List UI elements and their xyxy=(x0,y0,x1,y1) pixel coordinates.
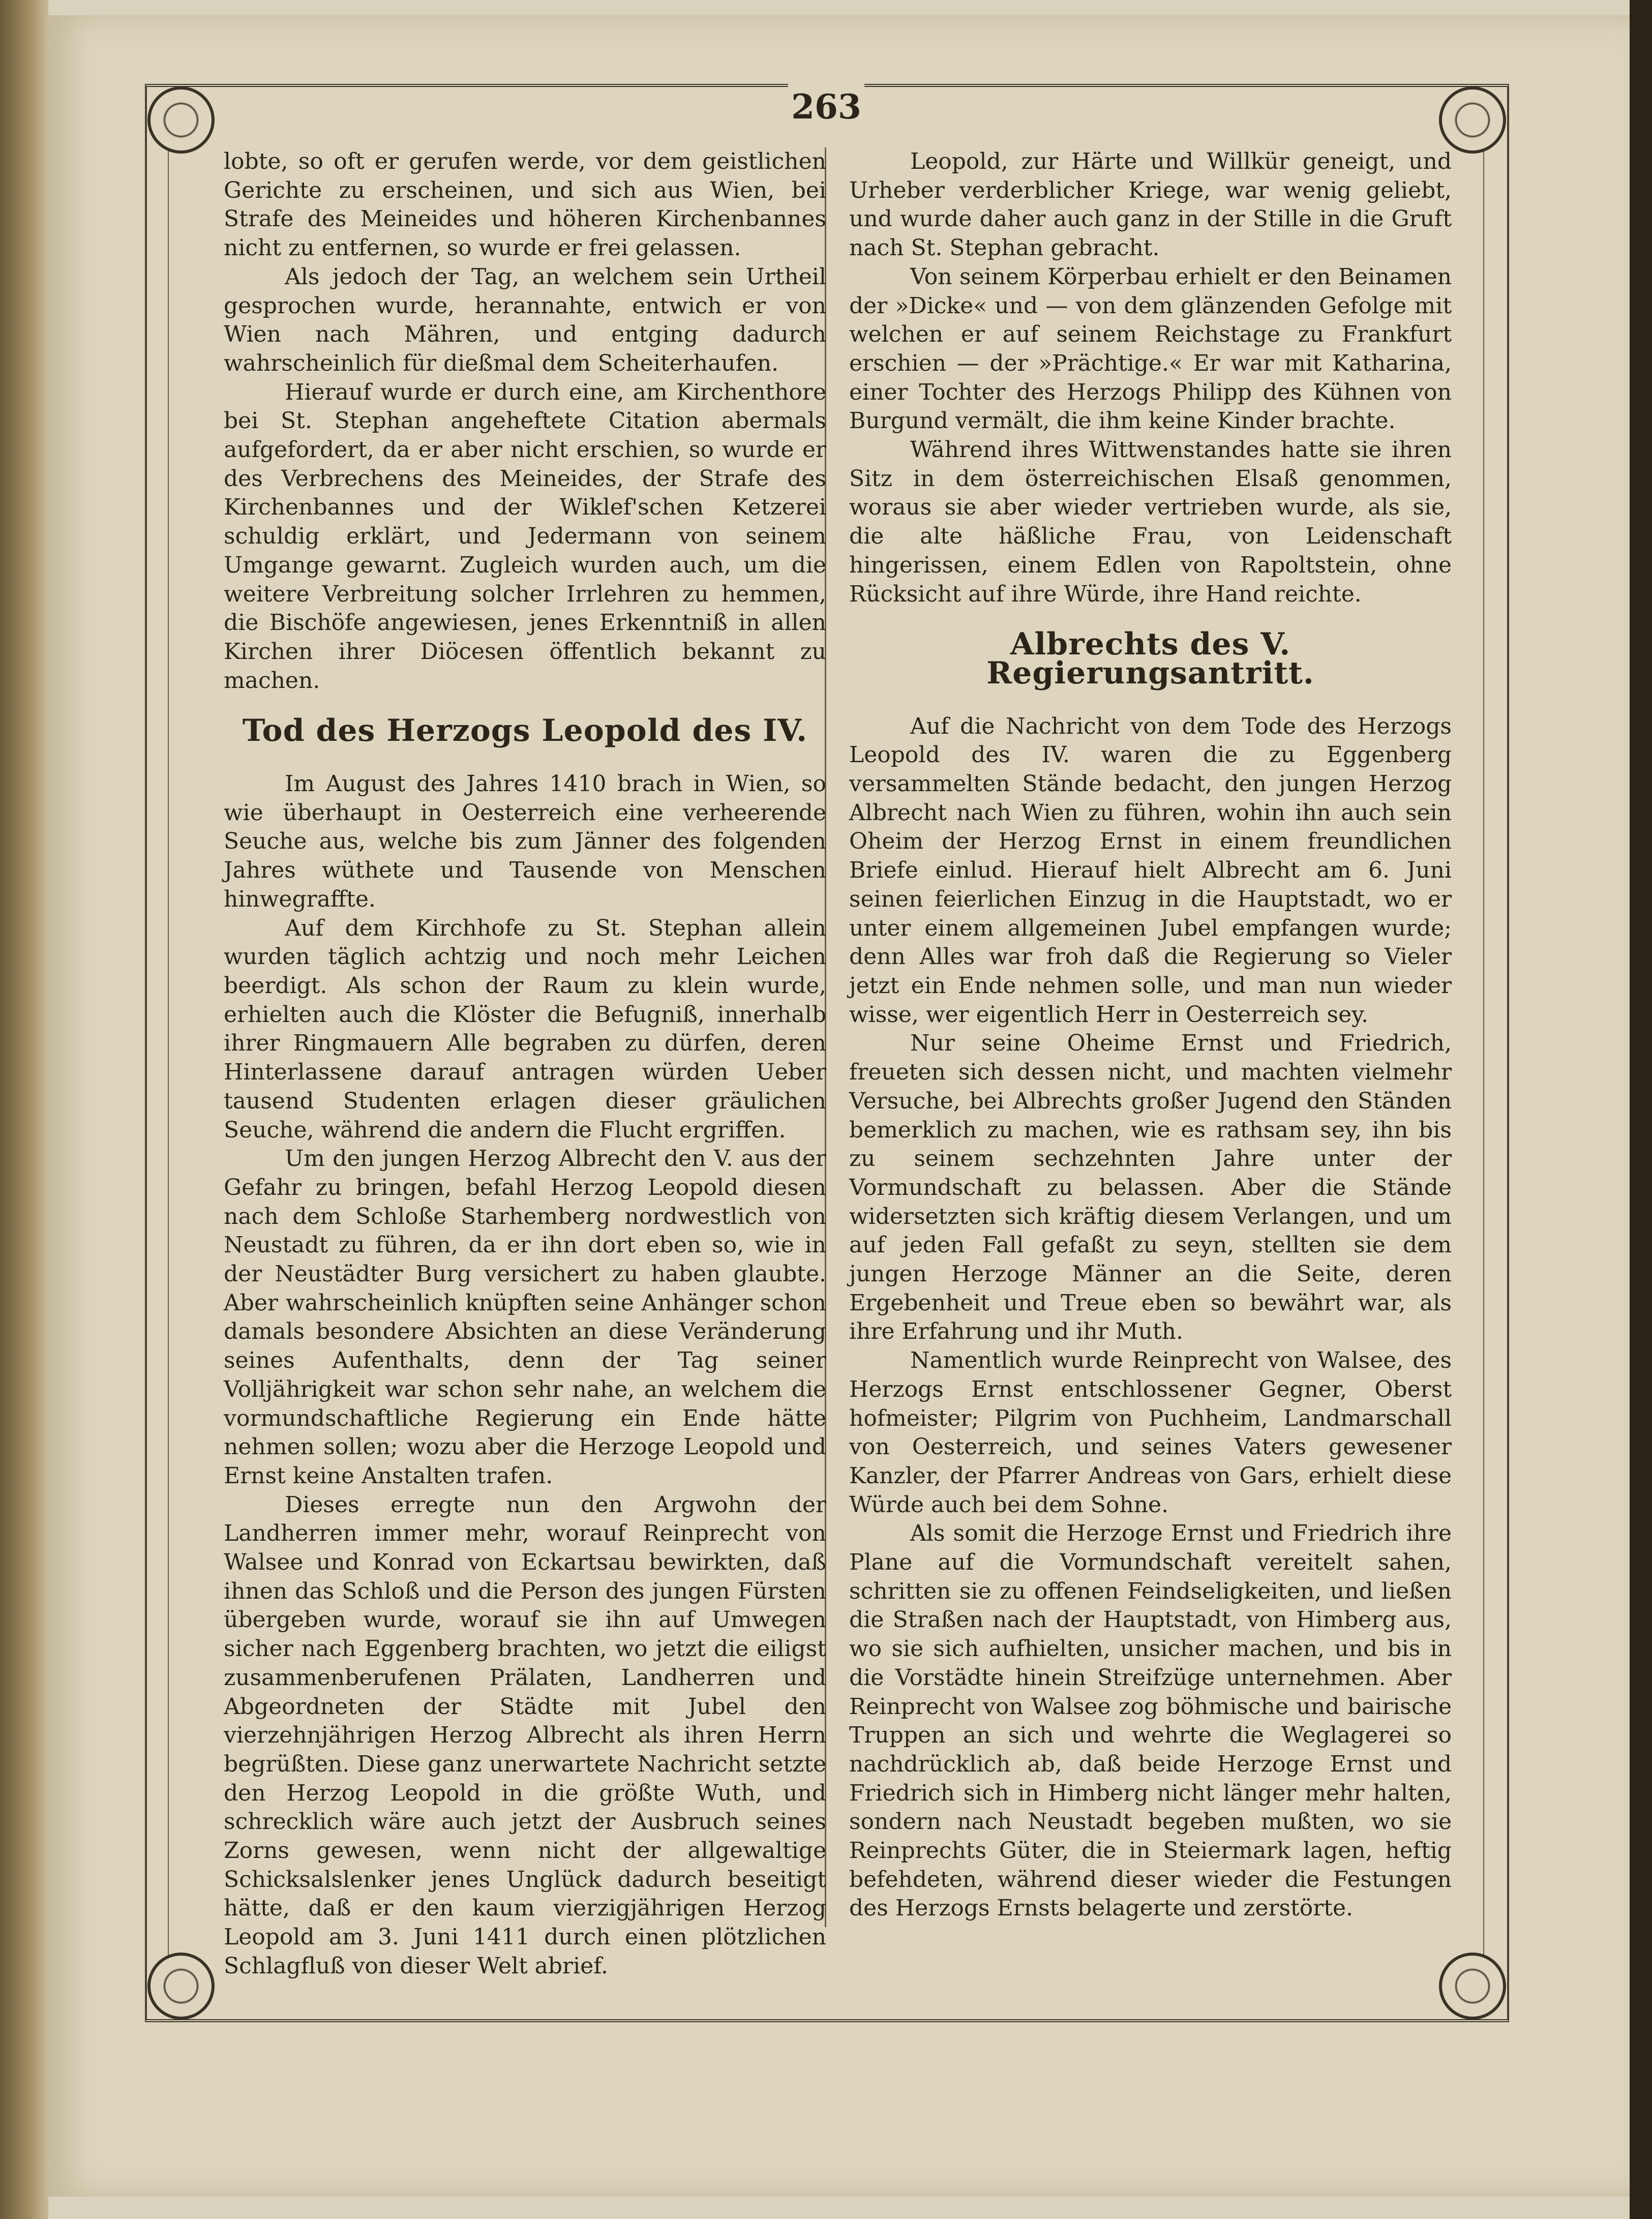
paragraph: Als somit die Herzoge Ernst und Friedrich ihre Plane auf die Vormundschaft vereitelt sahen, schritten sie zu offenen Feindseligkeiten, und ließen die Straßen nach der Hauptstadt, von Himberg aus, wo sie sich aufhielten, unsicher machen, und bis in die Vorstädte hinein Streifzüge unternehmen. Aber Reinprecht von Walsee zog böhmische und bairische Truppen an sich und wehrte die Weglagerei so nachdrücklich ab, daß beide Herzoge Ernst und Friedrich sich in Himberg nicht länger mehr halten, sondern nach Neustadt begeben mußten, wo sie Reinprechts Güter, die in Steiermark lagen, heftig befehdeten, während dieser wieder die Festungen des Herzogs Ernsts belagerte und zerstörte. xyxy=(849,1520,1452,1922)
section-heading: Albrechts des V. Regierungsantritt. xyxy=(986,626,1314,691)
book-binding xyxy=(0,0,48,2219)
page-number: 263 xyxy=(788,84,864,130)
corner-ornament-top-right-icon xyxy=(1439,86,1506,154)
corner-ornament-bottom-left-icon xyxy=(147,1953,215,2020)
section-heading: Tod des Herzogs Leopold des IV. xyxy=(242,713,808,749)
paragraph: Im August des Jahres 1410 brach in Wien, so wie überhaupt in Oesterreich eine verheerende Seuche aus, welche bis zum Jänner des folgenden Jahres wüthete und Tausende von Menschen hinwegraffte. xyxy=(224,771,826,912)
corner-ornament-top-left-icon xyxy=(147,86,215,154)
paragraph: Dieses erregte nun den Argwohn der Landherren immer mehr, worauf Reinprecht von Walsee und Konrad von Eckartsau bewirkten, daß ihnen das Schloß und die Person des jungen Fürsten übergeben wurde, worauf sie ihn auf Umwegen sicher nach Eggenberg brachten, wo jetzt die eiligst zusammenberufenen Prälaten, Landherren und Abgeordneten der Städte mit Jubel den vierzehnjährigen Herzog Albrecht als ihren Herrn begrüßten. Diese ganz unerwartete Nachricht setzte den Herzog Leopold in die größte Wuth, und schrecklich wäre auch jetzt der Ausbruch seines Zorns gewesen, wenn nicht der allgewaltige Schicksalslenker jenes Unglück dadurch beseitigt hätte, daß er den kaum vierzigjährigen Herzog Leopold am 3. Juni 1411 durch einen plötzlichen Schlagfluß von dieser Welt abrief. xyxy=(224,1491,826,1979)
paragraph: Hierauf wurde er durch eine, am Kirchenthore bei St. Stephan angeheftete Citation abermals aufgefordert, da er aber nicht erschien, so wurde er des Verbrechens des Meineides, der Strafe des Kirchenbannes und der Wiklef'schen Ketzerei schuldig erklärt, und Jedermann von seinem Umgange gewarnt. Zugleich wurden auch, um die weitere Verbreitung solcher Irrlehren zu hemmen, die Bischöfe angewiesen, jenes Erkenntniß in allen Kirchen ihrer Diöcesen öffentlich bekannt zu machen. xyxy=(224,379,826,694)
right-column xyxy=(849,147,1452,1923)
paragraph: Von seinem Körperbau erhielt er den Beinamen der »Dicke« und — von dem glänzenden Gefolge mit welchen er auf seinem Reichstage zu Frankfurt erschien — der »Prächtige.« Er war mit Katharina, einer Tochter des Herzogs Philipp des Kühnen von Burgund vermält, die ihm keine Kinder brachte. xyxy=(849,263,1452,434)
paragraph: Als jedoch der Tag, an welchem sein Urtheil gesprochen wurde, herannahte, entwich er von Wien nach Mähren, und entging dadurch wahrscheinlich für dießmal dem Scheiterhaufen. xyxy=(224,263,826,376)
corner-ornament-bottom-right-icon xyxy=(1439,1953,1506,2020)
paragraph: Namentlich wurde Reinprecht von Walsee, des Herzogs Ernst entschlossener Gegner, Oberst hofmeister; Pilgrim von Puchheim, Landmarschall von Oesterreich, und seines Vaters gewesener Kanzler, der Pfarrer Andreas von Gars, erhielt diese Würde auch bei dem Sohne. xyxy=(849,1347,1452,1518)
paragraph: lobte, so oft er gerufen werde, vor dem geistlichen Gerichte zu erscheinen, und sich aus Wien, bei Strafe des Meineides und höheren Kirchenbannes nicht zu entfernen, so wurde er frei gelassen. xyxy=(224,148,826,261)
left-column xyxy=(224,147,826,1981)
paragraph: Nur seine Oheime Ernst und Friedrich, freueten sich dessen nicht, und machten vielmehr Versuche, bei Albrechts großer Jugend den Ständen bemerklich zu machen, wie es rathsam sey, ihn bis zu seinem sechzehnten Jahre unter der Vormundschaft zu belassen. Aber die Stände widersetzten sich kräftig diesem Verlangen, und um auf jeden Fall gefaßt zu seyn, stellten sie dem jungen Herzoge Männer an die Seite, deren Ergebenheit und Treue eben so bewährt war, als ihre Erfahrung und ihr Muth. xyxy=(849,1030,1452,1345)
paragraph: Auf die Nachricht von dem Tode des Herzogs Leopold des IV. waren die zu Eggenberg versammelten Stände bedacht, den jungen Herzog Albrecht nach Wien zu führen, wohin ihn auch sein Oheim der Herzog Ernst in einem freundlichen Briefe einlud. Hierauf hielt Albrecht am 6. Juni seinen feierlichen Einzug in die Hauptstadt, wo er unter einem allgemeinen Jubel empfangen wurde; denn Alles war froh daß die Regierung so Vieler jetzt ein Ende nehmen solle, und man nun wieder wisse, wer eigentlich Herr in Oesterreich sey. xyxy=(849,713,1452,1028)
paragraph: Während ihres Wittwenstandes hatte sie ihren Sitz in dem österreichischen Elsaß genommen, woraus sie aber wieder vertrieben wurde, als sie, die alte häßliche Frau, von Leidenschaft hingerissen, einem Edlen von Rapoltstein, ohne Rücksicht auf ihre Würde, ihre Hand reichte. xyxy=(849,437,1452,607)
paragraph: Um den jungen Herzog Albrecht den V. aus der Gefahr zu bringen, befahl Herzog Leopold diesen nach dem Schloße Starhemberg nordwestlich von Neustadt zu führen, da er ihn dort eben so, wie in der Neustädter Burg versichert zu haben glaubte. Aber wahrscheinlich knüpften seine Anhänger schon damals besondere Absichten an diese Veränderung seines Aufenthalts, denn der Tag seiner Volljährigkeit war schon sehr nahe, an welchem die vormundschaftliche Regierung ein Ende hätte nehmen sollen; wozu aber die Herzoge Leopold und Ernst keine Anstalten trafen. xyxy=(224,1146,826,1489)
paragraph: Leopold, zur Härte und Willkür geneigt, und Urheber verderblicher Kriege, war wenig geliebt, und wurde daher auch ganz in der Stille in die Gruft nach St. Stephan gebracht. xyxy=(849,148,1452,261)
page-edge-shadow xyxy=(1630,0,1652,2219)
paragraph: Auf dem Kirchhofe zu St. Stephan allein wurden täglich achtzig und noch mehr Leichen beerdigt. Als schon der Raum zu klein wurde, erhielten auch die Klöster die Befugniß, innerhalb ihrer Ringmauern Alle begraben zu dürfen, deren Hinterlassene darauf antragen würden Ueber tausend Studenten erlagen dieser gräulichen Seuche, während die andern die Flucht ergriffen. xyxy=(224,915,826,1143)
